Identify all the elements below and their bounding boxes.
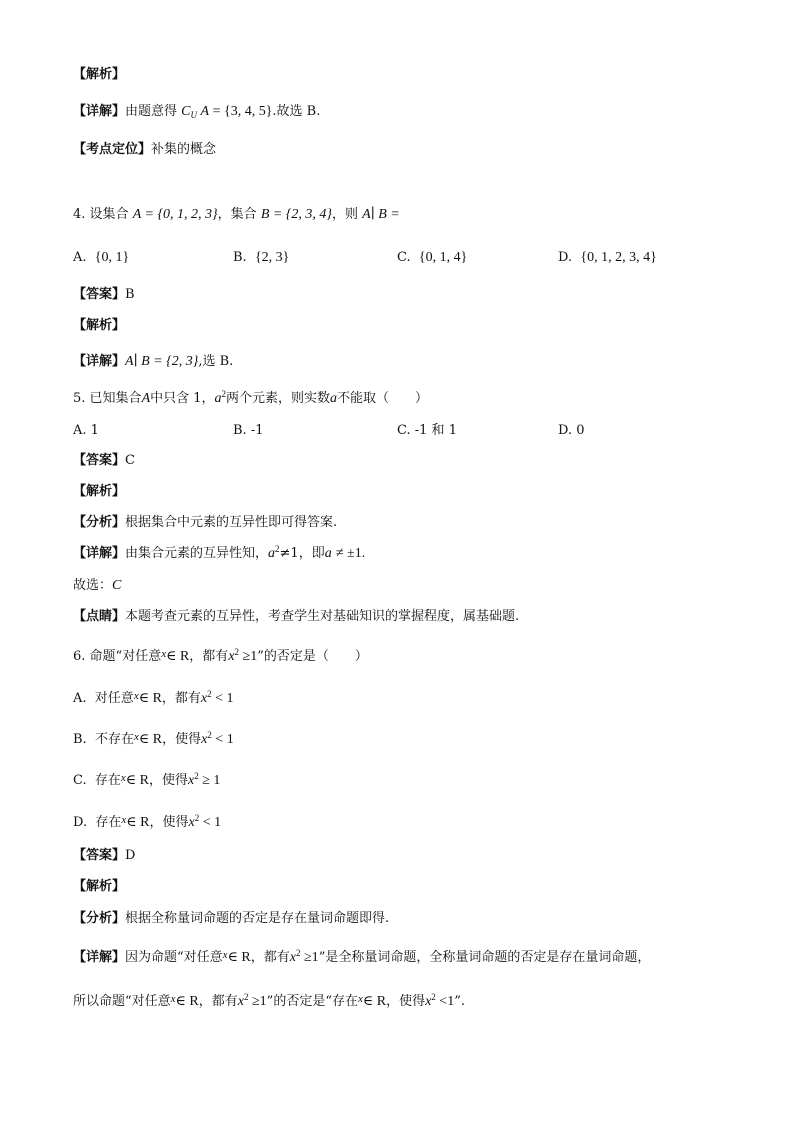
detail-tag: 【详解】 [73, 546, 126, 561]
q5-analysis-tag: 【解析】 [73, 484, 126, 499]
q5-var-a-lower: a [330, 391, 338, 406]
fenxi-tag: 【分析】 [73, 515, 126, 530]
q5-fenxi [73, 514, 337, 532]
complement-expr: $C_U$ A = {3, 4, 5} [181, 104, 273, 120]
q5-answer [73, 452, 135, 470]
topic-line [73, 141, 216, 159]
choice-value: C [112, 578, 122, 593]
dianjing-text: 本题考查元素的互异性，考查学生对基础知识的掌握程度，属基础题. [125, 609, 520, 624]
q6-option-a: A. 对任意$^x$∈ R，都有$x^2 < 1$ [73, 689, 234, 706]
q6-detail-line-1: 【详解】因为命题“对任意$^x$∈ R，都有$x^2 \ge 1$”是全称量词命题，全称量词命题的否定是存在量词命题， [73, 948, 651, 965]
q5-detail-text3: ≠ ±1. [335, 546, 366, 561]
q5-stem-text: 已知集合 [89, 391, 142, 406]
choice-prefix: 故选： [73, 578, 113, 593]
q4-number: 4. [73, 207, 86, 222]
q6-option-d: D. 存在$^x$∈ R，使得$x^2 < 1$ [73, 813, 222, 830]
q4-stem [73, 206, 400, 224]
detail-line [73, 103, 320, 121]
q6-detail-line-2: 所以命题“对任意$^x$∈ R，都有$x^2 \ge 1$”的否定是“存在$^x$∈ R，使得$x^2 <1$”. [73, 992, 465, 1009]
q4-detail-math: A∣ B = {2, 3} [125, 354, 199, 369]
q4-detail [73, 353, 233, 371]
q4-detail-text: ,选 B. [198, 354, 234, 369]
q4-set-a: A = {0, 1, 2, 3} [132, 207, 218, 222]
q6-analysis-tag: 【解析】 [73, 879, 126, 894]
q5-detail-text: 由集合元素的互异性知， [125, 546, 269, 561]
q6-x-in-r: $^x$∈ R [161, 648, 190, 664]
dianjing-tag: 【点睛】 [73, 609, 126, 624]
q5-detail-a2: $a^2$ [268, 544, 280, 561]
q4-analysis-tag: 【解析】 [73, 318, 126, 333]
q5-number: 5. [73, 391, 86, 406]
q4-option-a: A. {0, 1} [73, 250, 130, 265]
q5-dianjing [73, 608, 519, 626]
q6-answer [73, 847, 135, 865]
answer-value: D [125, 848, 136, 863]
q4-stem-text3: ，则 [332, 207, 359, 222]
q4-answer [73, 286, 135, 304]
detail-text-end: .故选 B. [272, 104, 321, 119]
detail-text: 由题意得 [125, 104, 178, 119]
analysis-tag: 【解析】 [73, 67, 126, 82]
q6-option-b: B. 不存在$^x$∈ R，使得$x^2 < 1$ [73, 730, 234, 747]
q4-stem-text2: ，集合 [217, 207, 257, 222]
answer-tag: 【答案】 [73, 453, 126, 468]
q5-detail [73, 545, 365, 563]
detail-tag: 【详解】 [73, 950, 126, 965]
q6-x-squared: $x^2 \ge 1$ [228, 647, 258, 664]
q4-stem-text: 设集合 [89, 207, 129, 222]
q4-expr: A∣ B = [362, 207, 400, 222]
q5-choice [73, 577, 121, 595]
detail-tag: 【详解】 [73, 104, 126, 119]
q5-a-squared: $a^2$ [214, 389, 227, 406]
fenxi-tag: 【分析】 [73, 911, 126, 926]
q5-detail-a: a [324, 546, 332, 561]
q5-detail-text2: ≠1，即 [279, 546, 325, 561]
q6-stem-text2: ，都有 [189, 649, 229, 664]
answer-value: C [125, 453, 135, 468]
answer-tag: 【答案】 [73, 848, 126, 863]
topic-tag: 【考点定位】 [73, 142, 152, 157]
q4-option-b: B. {2, 3} [233, 250, 290, 265]
answer-tag: 【答案】 [73, 287, 126, 302]
q4-option-c: C. {0, 1, 4} [397, 250, 468, 265]
q5-stem [73, 390, 428, 408]
q5-stem-text3: 两个元素，则实数 [226, 391, 331, 406]
q5-option-b: B. -1 [233, 423, 264, 438]
q4-option-d: D. {0, 1, 2, 3, 4} [558, 250, 657, 265]
q5-option-d: D. 0 [558, 423, 585, 438]
answer-value: B [125, 287, 135, 302]
topic-text: 补集的概念 [151, 142, 217, 157]
q5-option-a: A. 1 [73, 423, 99, 438]
fenxi-text: 根据集合中元素的互异性即可得答案. [125, 515, 338, 530]
q6-stem [73, 645, 368, 666]
q6-fenxi [73, 910, 389, 928]
q5-var-a: A [141, 391, 151, 406]
q6-number: 6. [73, 649, 86, 664]
q5-option-c: C. -1 和 1 [397, 423, 457, 438]
q6-stem-text3: ”的否定是（ ） [257, 649, 368, 664]
q6-stem-text: 命题“对任意 [89, 649, 162, 664]
q6-option-c: C. 存在$^x$∈ R，使得$x^2 \ge 1$ [73, 771, 221, 788]
q4-set-b: B = {2, 3, 4} [260, 207, 333, 222]
q5-stem-text4: 不能取（ ） [337, 391, 429, 406]
q5-stem-text2: 中只含 1， [150, 391, 215, 406]
detail-tag: 【详解】 [73, 354, 126, 369]
fenxi-text: 根据全称量词命题的否定是存在量词命题即得. [125, 911, 390, 926]
